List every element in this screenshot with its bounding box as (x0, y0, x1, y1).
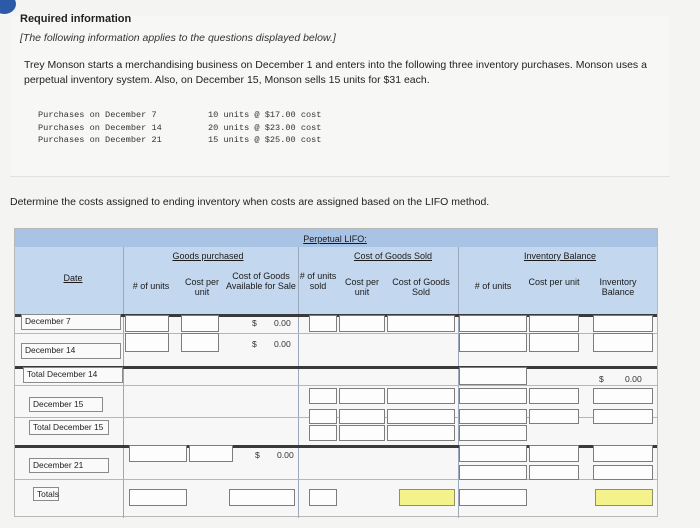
row-divider (15, 385, 657, 386)
cost-per-unit-balance-input[interactable] (529, 388, 579, 404)
cost-per-unit-purchased-header: Cost per unit (184, 277, 219, 297)
cost-of-goods-sold-input[interactable] (387, 409, 455, 424)
cogs-available-value: 0.00 (274, 318, 291, 328)
table-title: Perpetual LIFO: (303, 234, 367, 244)
currency-sign: $ (599, 374, 604, 384)
cogs-heading: Cost of Goods Sold (353, 251, 433, 261)
units-balance-header: # of units (474, 281, 512, 291)
column-divider (123, 247, 124, 518)
purchase-row (38, 109, 321, 122)
question-badge (0, 0, 16, 14)
cost-per-unit-sold-input[interactable] (339, 388, 385, 404)
units-purchased-header: # of units (132, 281, 170, 291)
units-purchased-total-input[interactable] (129, 489, 187, 506)
purchase-detail: 10 units @ $17.00 cost (208, 110, 322, 120)
cost-per-unit-input[interactable] (181, 333, 219, 352)
purchase-label: Purchases on December 21 (38, 135, 162, 145)
cost-of-goods-sold-total-input[interactable] (399, 489, 455, 506)
units-purchased-input[interactable] (125, 333, 169, 352)
units-purchased-input[interactable] (129, 445, 187, 462)
units-sold-total-input[interactable] (309, 489, 337, 506)
cost-per-unit-balance-input[interactable] (529, 465, 579, 480)
cogs-available-total-input[interactable] (229, 489, 295, 506)
units-balance-input[interactable] (459, 409, 527, 424)
inventory-balance-input[interactable] (593, 388, 653, 404)
cost-of-goods-sold-header: Cost of Goods Sold (392, 277, 450, 297)
units-purchased-input[interactable] (125, 315, 169, 332)
inventory-balance-input[interactable] (593, 445, 653, 462)
cost-per-unit-balance-input[interactable] (529, 333, 579, 352)
inventory-balance-input[interactable] (593, 315, 653, 332)
instruction-note: [The following information applies to the questions displayed below.] (20, 32, 336, 44)
problem-text: Trey Monson starts a merchandising business on December 1 and enters into the following three inventory purchases. Monson uses a perpetual inventory system. Also, on December 15, Monson sells 15 units for $31 each. (24, 59, 647, 86)
purchase-row (38, 134, 321, 147)
cost-per-unit-sold-input[interactable] (339, 409, 385, 424)
row-label-dec14: December 14 (21, 343, 121, 359)
purchase-list (38, 109, 321, 147)
row-label-dec7: December 7 (21, 314, 121, 330)
cost-per-unit-balance-input[interactable] (529, 409, 579, 424)
units-balance-total-input[interactable] (459, 489, 527, 506)
required-information-title: Required information (20, 13, 132, 25)
units-balance-input[interactable] (459, 388, 527, 404)
cost-per-unit-input[interactable] (189, 445, 233, 462)
inventory-balance-input[interactable] (593, 333, 653, 352)
currency-sign: $ (252, 339, 257, 349)
currency-sign: $ (252, 318, 257, 328)
ending-inventory-total-input[interactable] (595, 489, 653, 506)
cost-of-goods-sold-input[interactable] (387, 425, 455, 441)
cost-per-unit-balance-input[interactable] (529, 445, 579, 462)
cogs-available-value: 0.00 (274, 339, 291, 349)
currency-sign: $ (255, 450, 260, 460)
row-label-dec21: December 21 (29, 458, 109, 473)
column-divider (298, 247, 299, 518)
row-label-total-dec15: Total December 15 (29, 420, 109, 435)
units-sold-header: # of units sold (299, 271, 337, 291)
row-label-total-dec14: Total December 14 (23, 367, 123, 383)
lifo-worksheet (14, 228, 658, 517)
units-sold-input[interactable] (309, 315, 337, 332)
cost-per-unit-balance-header: Cost per unit (528, 277, 580, 287)
units-balance-input[interactable] (459, 333, 527, 352)
units-balance-input[interactable] (459, 315, 527, 332)
purchase-label: Purchases on December 7 (38, 110, 157, 120)
units-balance-input[interactable] (459, 445, 527, 462)
question-text: Determine the costs assigned to ending inventory when costs are assigned based on the LIFO method. (10, 196, 490, 208)
purchase-row (38, 122, 321, 135)
cost-of-goods-sold-input[interactable] (387, 388, 455, 404)
units-sold-input[interactable] (309, 388, 337, 404)
cost-of-goods-sold-input[interactable] (387, 315, 455, 332)
purchase-detail: 20 units @ $23.00 cost (208, 122, 322, 133)
cogs-available-value: 0.00 (277, 450, 294, 460)
purchase-detail: 15 units @ $25.00 cost (208, 135, 322, 145)
cost-per-unit-sold-input[interactable] (339, 425, 385, 441)
row-label-totals: Totals (33, 487, 59, 501)
inventory-balance-total-value: 0.00 (625, 374, 642, 384)
units-balance-input[interactable] (459, 425, 527, 441)
goods-purchased-heading: Goods purchased (172, 251, 244, 261)
units-balance-input[interactable] (459, 367, 527, 385)
cost-per-unit-balance-input[interactable] (529, 315, 579, 332)
cost-per-unit-sold-input[interactable] (339, 315, 385, 332)
units-sold-input[interactable] (309, 425, 337, 441)
inventory-balance-header: Inventory Balance (599, 277, 637, 297)
cost-per-unit-input[interactable] (181, 315, 219, 332)
inventory-balance-heading: Inventory Balance (523, 251, 597, 261)
purchase-label: Purchases on December 14 (38, 122, 162, 133)
inventory-balance-input[interactable] (593, 465, 653, 480)
row-label-dec15: December 15 (29, 397, 103, 412)
inventory-balance-input[interactable] (593, 409, 653, 424)
cost-per-unit-sold-header: Cost per unit (344, 277, 379, 297)
cogs-available-header: Cost of Goods Available for Sale (226, 271, 296, 291)
units-sold-input[interactable] (309, 409, 337, 424)
date-column-header: Date (63, 273, 83, 283)
units-balance-input[interactable] (459, 465, 527, 480)
